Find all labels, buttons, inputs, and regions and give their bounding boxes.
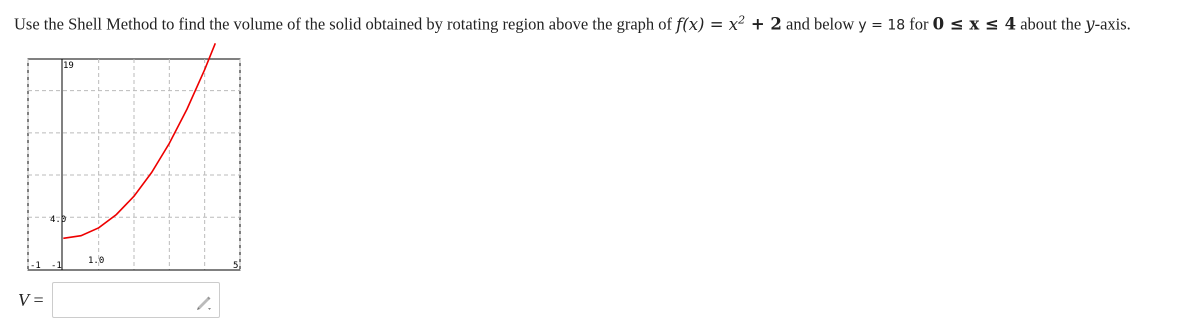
label-y-mid: 4.0: [50, 215, 67, 225]
pencil-icon[interactable]: [195, 293, 213, 311]
axis-name: y: [1085, 14, 1095, 34]
function-constant: + 2: [745, 14, 782, 34]
label-y-bottom: -1: [51, 261, 62, 271]
label-y-top: 19: [63, 61, 74, 71]
answer-box[interactable]: [52, 282, 220, 318]
answer-label: V =: [18, 290, 44, 310]
function-expression: $f(x) = x^2$: [676, 13, 746, 34]
question-text: Use the Shell Method to find the volume of the solid obtained by rotating region above the graph of $f(x) = x^2 + 2$ and below y = 18 for 0 ≤ x ≤ 4 about the y-axis.: [14, 13, 1131, 34]
upper-bound: y = 18: [858, 17, 906, 34]
label-x-right: 5: [233, 261, 239, 271]
label-x-mid: 1.0: [88, 256, 105, 266]
x-range: 0 ≤ x ≤ 4: [932, 14, 1017, 34]
answer-input[interactable]: [57, 284, 191, 318]
label-x-left: -1: [30, 261, 41, 271]
question-intro: Use the Shell Method to find the volume of the solid obtained by rotating region above the graph of: [14, 14, 677, 34]
